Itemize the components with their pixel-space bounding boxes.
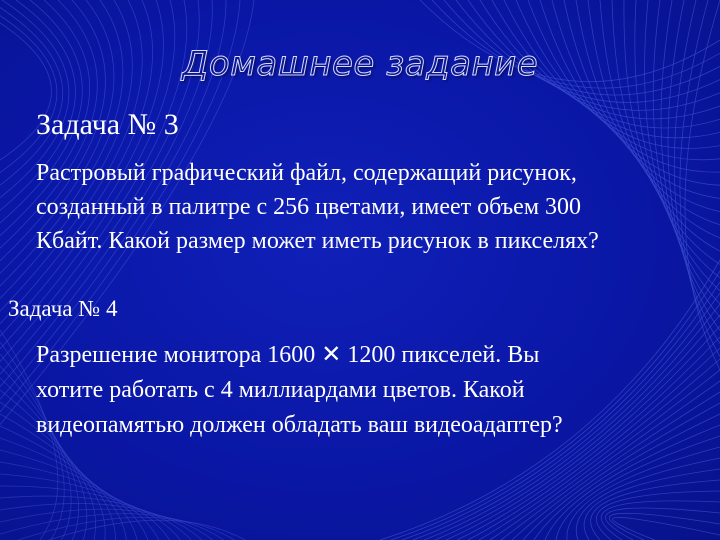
pattern-line	[584, 469, 720, 540]
task-3-heading: Задача № 3	[36, 108, 179, 141]
pattern-line	[556, 436, 720, 540]
pattern-line	[0, 486, 180, 540]
task-4-heading: Задача № 4	[8, 296, 118, 321]
pattern-line	[0, 0, 57, 173]
pattern-line	[606, 508, 720, 540]
task-3-text: Растровый графический файл, содержащий рисунок, созданный в палитре с 256 цветами, имеет объем 300 Кбайт. Какой размер может иметь рисунок в пикселях?	[36, 160, 599, 254]
slide-title: Домашнее задание	[181, 44, 539, 84]
pattern-line	[567, 447, 720, 540]
pattern-line	[576, 458, 720, 540]
pattern-line	[0, 517, 234, 540]
task-4-text: Разрешение монитора 1600 ✕ 1200 пикселей. Вы хотите работать с 4 миллиардами цветов. Какой видеопамятью должен обладать ваш видеоадаптер?	[36, 342, 563, 438]
pattern-line	[0, 438, 137, 540]
pattern-line	[0, 426, 126, 540]
pattern-line	[613, 517, 720, 540]
pattern-line	[0, 450, 148, 540]
pattern-line	[601, 501, 720, 540]
